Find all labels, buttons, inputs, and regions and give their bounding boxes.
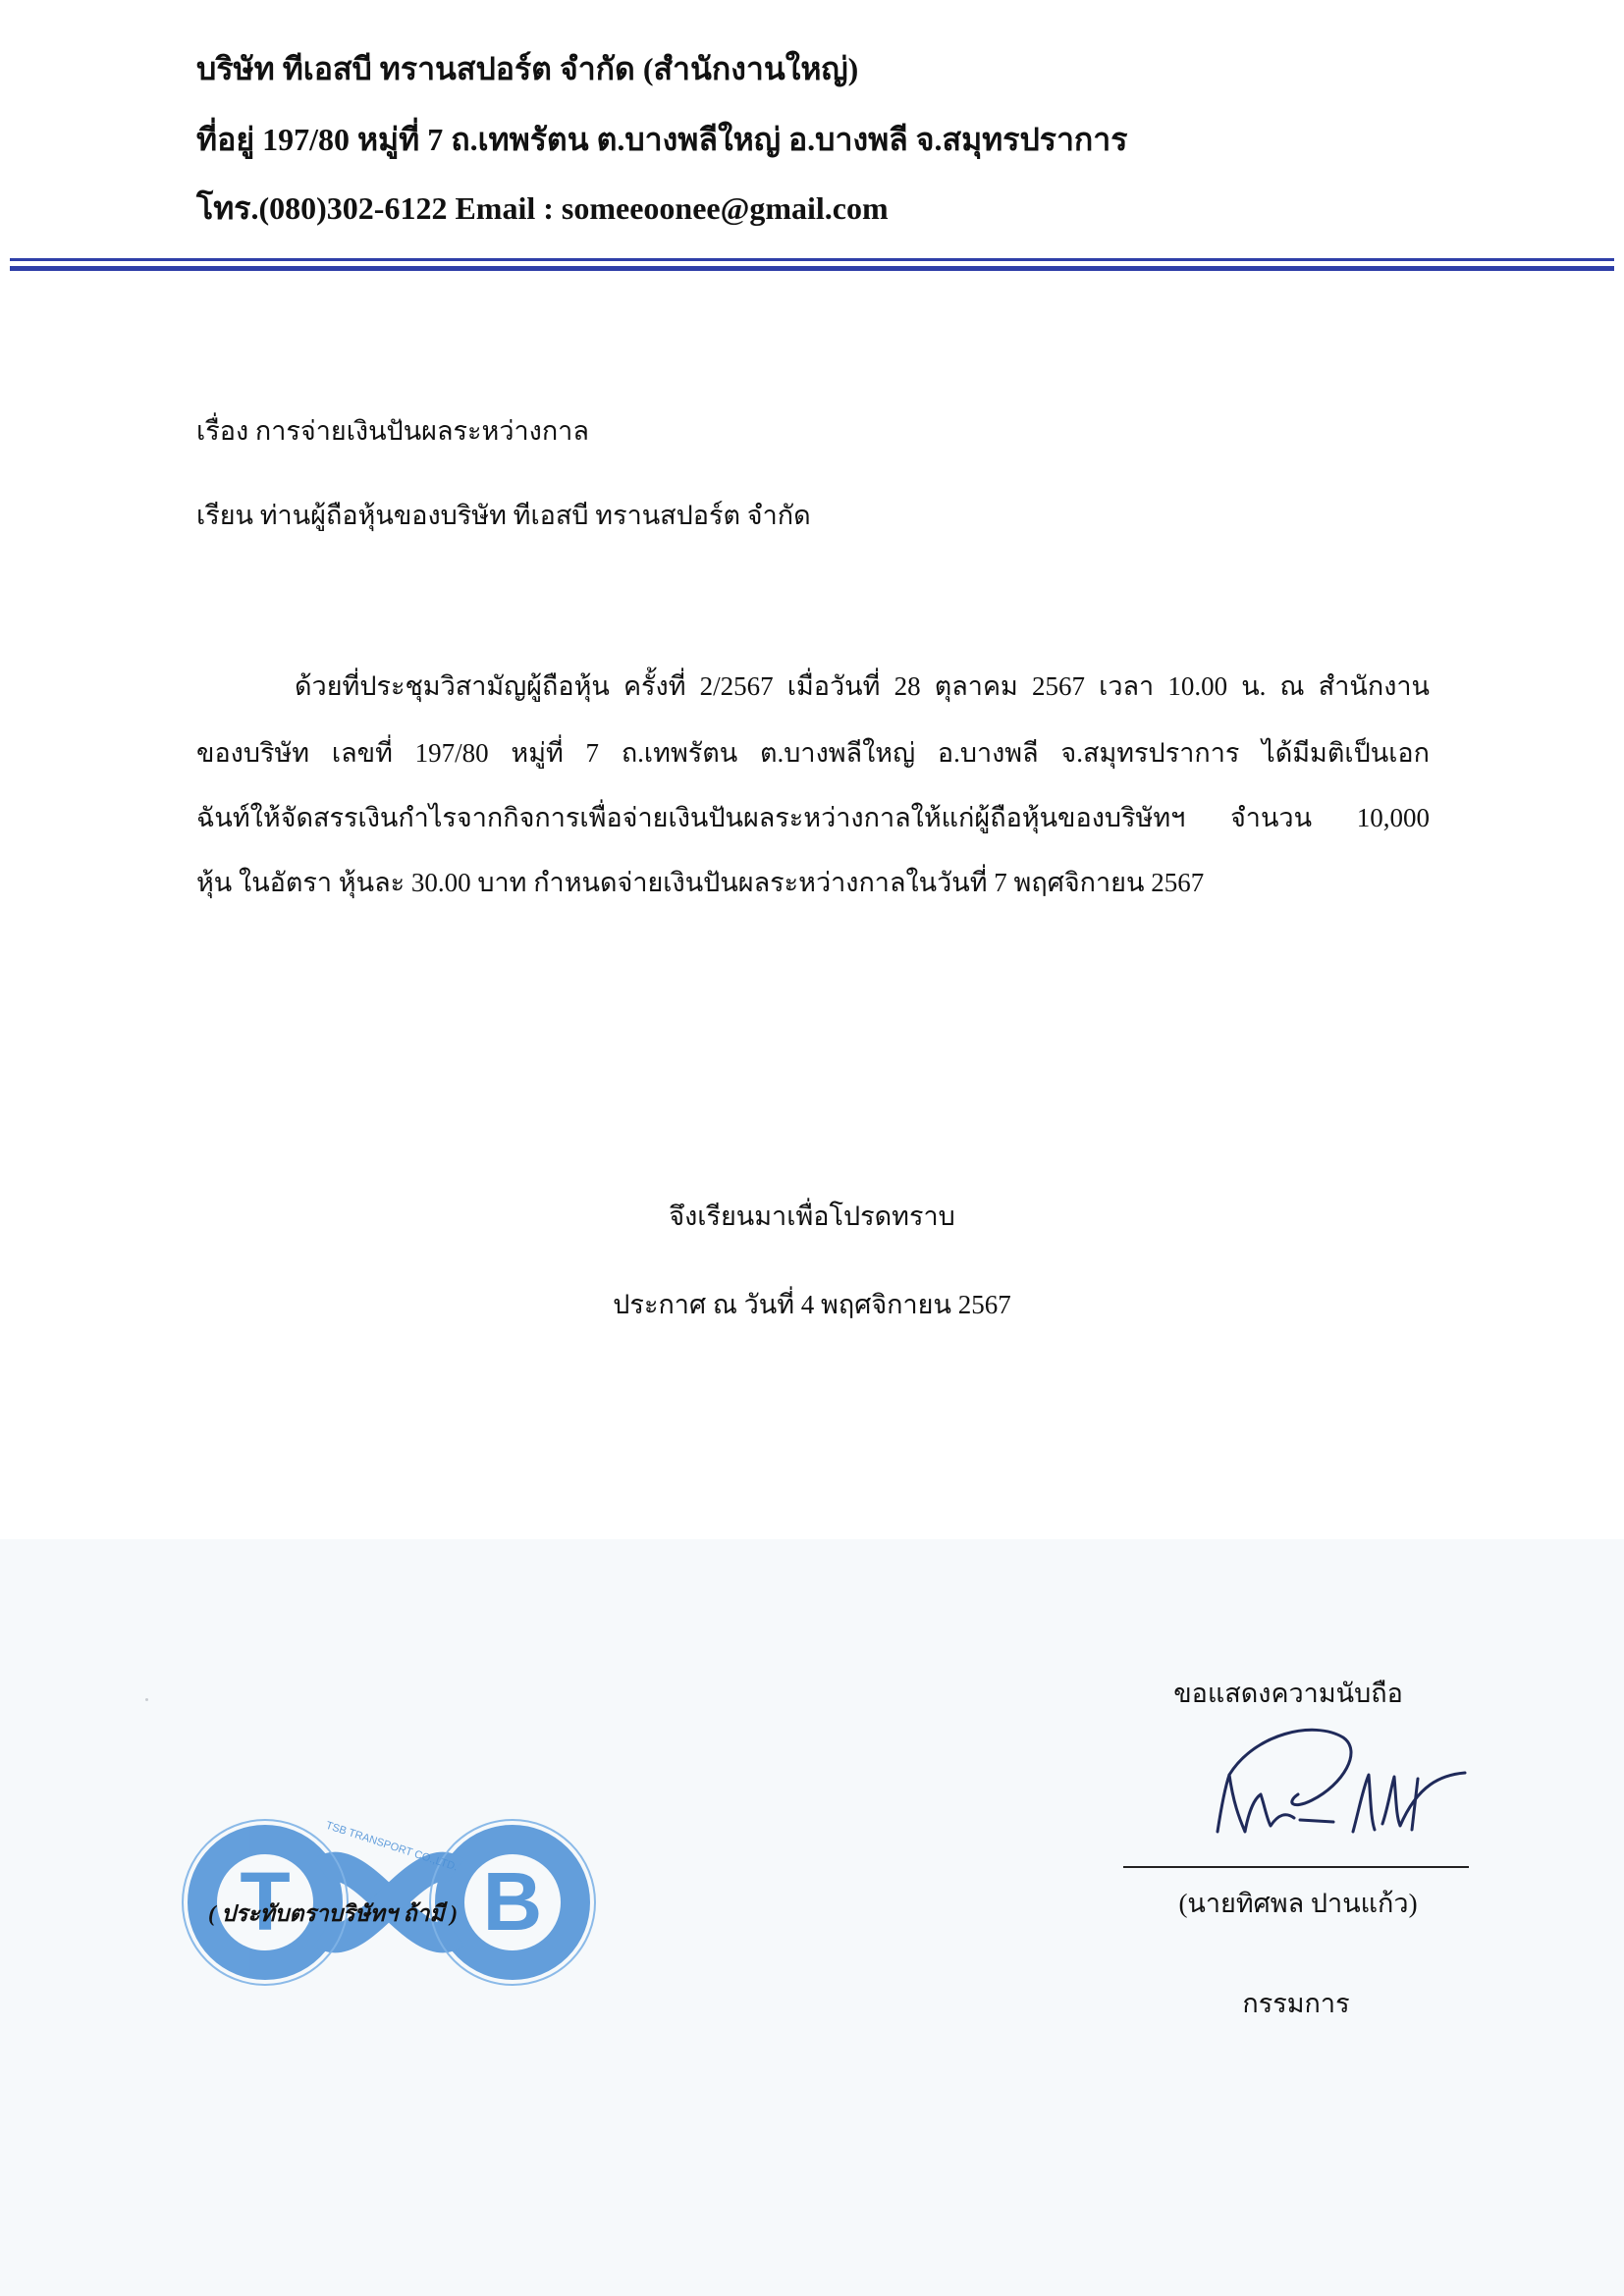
company-name-header: บริษัท ทีเอสบี ทรานสปอร์ต จำกัด (สำนักงานใหญ่) [196, 51, 859, 86]
signer-title: กรรมการ [1242, 1989, 1350, 2018]
paragraph-line: หุ้น ในอัตรา หุ้นละ 30.00 บาท กำหนดจ่ายเงินปันผลระหว่างกาลในวันที่ 7 พฤศจิกายน 2567 [196, 868, 1205, 897]
letter-salutation: เรียน ท่านผู้ถือหุ้นของบริษัท ทีเอสบี ทรานสปอร์ต จำกัด [196, 501, 811, 530]
announcement-date: ประกาศ ณ วันที่ 4 พฤศจิกายน 2567 [613, 1290, 1011, 1319]
signer-name: (นายทิศพล ปานแก้ว) [1178, 1889, 1418, 1918]
header-rule-thin [10, 258, 1614, 261]
paragraph-line: ด้วยที่ประชุมวิสามัญผู้ถือหุ้น ครั้งที่ 2/2567 เมื่อวันที่ 28 ตุลาคม 2567 เวลา 10.00 น. ณ สำนักงาน [295, 671, 1430, 701]
letter-subject: เรื่อง การจ่ายเงินปันผลระหว่างกาล [196, 416, 589, 446]
company-contact-header: โทร.(080)302-6122 Email : someeoonee@gmail.com [196, 190, 889, 226]
paragraph-line: ของบริษัท เลขที่ 197/80 หมู่ที่ 7 ถ.เทพรัตน ต.บางพลีใหญ่ อ.บางพลี จ.สมุทรปราการ ได้มีมติเป็นเอก [196, 738, 1430, 768]
header-rule-thick [10, 266, 1614, 271]
signature-line [1123, 1866, 1469, 1868]
company-address-header: ที่อยู่ 197/80 หมู่ที่ 7 ถ.เทพรัตน ต.บางพลีใหญ่ อ.บางพลี จ.สมุทรปราการ [196, 122, 1128, 157]
handwritten-signature-icon [1196, 1716, 1473, 1853]
seal-letter-t: T [240, 1855, 291, 1948]
seal-letter-b: B [482, 1855, 543, 1948]
letter-closing: จึงเรียนมาเพื่อโปรดทราบ [669, 1201, 955, 1231]
regards-text: ขอแสดงความนับถือ [1173, 1679, 1403, 1708]
paragraph-line: ฉันท์ให้จัดสรรเงินกำไรจากกิจการเพื่อจ่ายเงินปันผลระหว่างกาลให้แก่ผู้ถือหุ้นของบริษัทฯ จำนวน 10,000 [196, 803, 1430, 832]
seal-ring-text: TSB TRANSPORT CO.,LTD. [324, 1819, 460, 1874]
scan-speck [145, 1698, 148, 1701]
seal-placement-note: ( ประทับตราบริษัทฯ ถ้ามี ) [208, 1901, 459, 1926]
